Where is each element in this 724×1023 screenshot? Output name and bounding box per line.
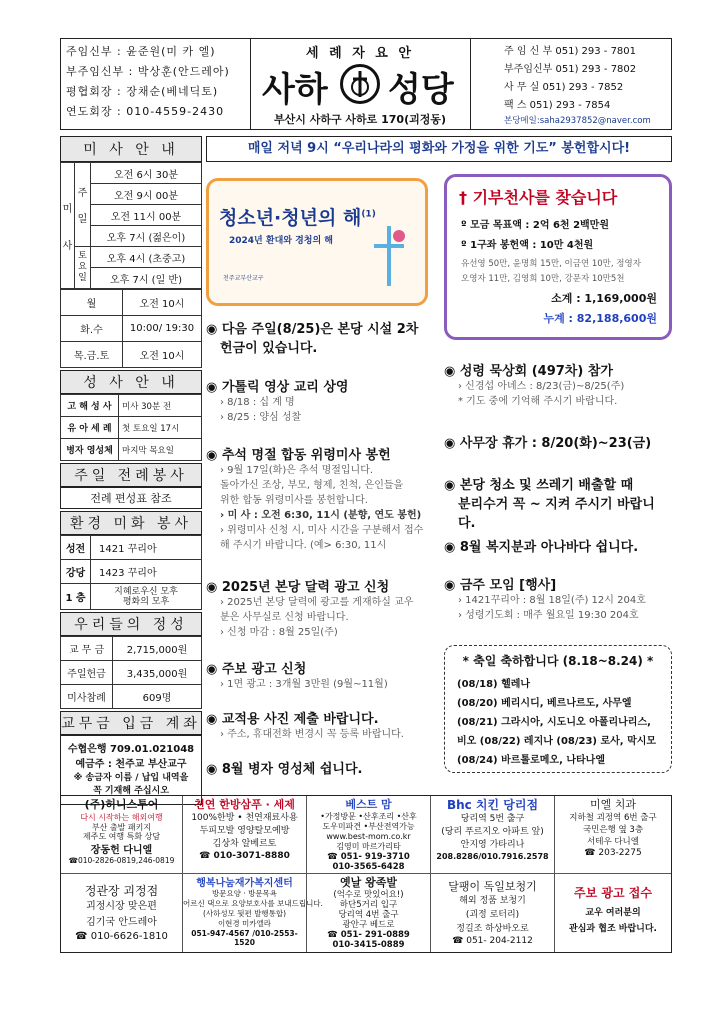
account-title: 교무금 입금 계좌 <box>60 711 202 735</box>
donor-names-2: 오영자 11만, 김영희 10만, 강문자 10만5천 <box>461 274 625 284</box>
ann-item: ◉ 사무장 휴가 : 8/20(화)~23(금) <box>444 436 652 451</box>
ad-bulletin-ad: 주보 광고 접수 교우 여러분의 관심과 협조 바랍니다. <box>569 886 657 934</box>
poster-title: 청소년·청년의 해$^{(1)}$ <box>219 207 376 229</box>
ann-item: ◉ 금주 모임 [행사] › 1421꾸리아 : 8월 18일(주) 12시 204호 › 성령기도회 : 매주 월요일 19:30 204호 <box>444 578 646 621</box>
ann-item: ◉ 8월 병자 영성체 쉽니다. <box>206 762 363 777</box>
feast-box <box>444 645 672 773</box>
ad-shampoo: 천연 한방삼푸 · 세제 100%한방 • 천연재료사용 두피모발 영양탈모예방 김상차 알베르토 ☎ 010-3071-8880 <box>183 796 307 874</box>
sacrament-key: 유 아 세 례 <box>61 417 119 439</box>
left-column <box>60 136 202 805</box>
sunday-mass-3: 오전 11시 00분 <box>91 205 202 226</box>
ads-area <box>60 795 672 953</box>
ann-item: ◉ 성령 묵상회 (497차) 참가 › 신경섭 아녜스 : 8/23(금)~8/25(주) * 기도 중에 기억해 주시기 바랍니다. <box>444 364 625 407</box>
sunday-label: 주 일 <box>75 163 91 247</box>
sacrament-value: 첫 토요일 17시 <box>119 417 202 439</box>
liturgy-text: 전례 편성표 참조 <box>60 487 202 509</box>
ad-bhc-chicken: Bhc 치킨 당리점 당리역 5번 출구 (당리 푸르지오 아파트 앞) 안지영 가타리나 208.8286/010.7916.2578 <box>431 796 555 874</box>
sunday-mass-2: 오전 9시 00분 <box>91 184 202 205</box>
donor-names-1: 유선영 50만, 윤명희 15만, 이금연 10만, 정영자 <box>461 259 641 269</box>
ann-item: ◉ 교적용 사진 제출 바랍니다. › 주소, 휴대전화 변경시 꼭 등록 바랍니다. <box>206 712 404 740</box>
stat-value: 3,435,000원 <box>113 661 202 685</box>
mass-table <box>60 162 202 289</box>
env-key: 강당 <box>61 560 91 584</box>
church-name-2: 성당 <box>388 70 454 110</box>
env-value: 지혜로우신 모후 평화의 모후 <box>91 584 202 610</box>
donation-subtotal: 소계 : 1,169,000원 <box>551 292 657 305</box>
announcements-right <box>444 360 672 623</box>
ann-item: ◉ 8월 복지분과 아나바다 쉽니다. <box>444 540 639 555</box>
assistant-line: 부주임신부 : 박상훈(안드레아) <box>66 65 230 78</box>
sacrament-table <box>60 394 202 461</box>
council-line: 평협회장 : 장채순(베네딕토) <box>66 85 219 98</box>
donation-box <box>444 174 672 340</box>
sacrament-title: 성 사 안 내 <box>60 370 202 394</box>
prayer-banner: 매일 저녁 9시 “우리나라의 평화와 가정을 위한 기도” 봉헌합시다! <box>206 136 672 162</box>
feast-line: (08/21) 그라시아, 시도니오 아폴리나리스, <box>457 717 651 728</box>
env-value: 1423 꾸리아 <box>91 560 202 584</box>
stats-title: 우리들의 정성 <box>60 612 202 636</box>
phone-1: 주 임 신 부 051) 293 - 7801 <box>504 46 637 57</box>
poster-subtitle: 2024년 환대와 경청의 해 <box>229 236 334 246</box>
ann-item: ◉ 가톨릭 영상 교리 상영 › 8/18 : 십 계 명 › 8/25 : 양심 성찰 <box>206 380 349 423</box>
header-right <box>504 42 672 126</box>
mass-label: 미 사 <box>61 163 75 289</box>
ann-item: ◉ 2025년 본당 달력 광고 신청 › 2025년 본당 달력에 광고를 게재하실 교우 분은 사무실로 신청 바랍니다. › 신청 마감 : 8월 25일(주) <box>206 580 414 638</box>
ads-row-1 <box>61 796 671 874</box>
env-key: 성전 <box>61 536 91 560</box>
weekday-day: 화.수 <box>61 316 123 342</box>
weekday-time: 10:00/ 19:30 <box>123 316 202 342</box>
ad-best-mom: 베스트 맘 •가정방문 •산후조리 •산후 도우미파견 •부산전역가능 www.best-mom.co.kr 김영미 마르가리타 ☎ 051- 919-3710 010-3565-6428 <box>307 796 431 874</box>
email[interactable]: 본당메일:saha2937852@naver.com <box>504 116 651 126</box>
ann-item: ◉ 추석 명절 합동 위령미사 봉헌 › 9월 17일(화)은 추석 명절입니다. 돌아가신 조상, 부모, 형제, 친척, 은인들을 위한 합동 위령미사를 봉헌합니다. › 미 사 : 오전 6:30, 11시 (분향, 연도 봉헌) › 위령미사 신청 시, 미사 시간을 구분해서 접수 해 주시기 바랍니다. (예> 6:30, 11시 <box>206 448 424 551</box>
weekday-time: 오전 10시 <box>123 290 202 316</box>
feast-line: 비오 (08/22) 레지나 (08/23) 로사, 막시모 <box>457 736 657 747</box>
address: 부산시 사하구 사하로 170(괴정동) <box>273 113 447 126</box>
sacrament-value: 미사 30분 전 <box>119 395 202 417</box>
feast-title: * 축일 축하합니다 (8.18~8.24) * <box>462 654 654 668</box>
sacrament-value: 마지막 목요일 <box>119 439 202 461</box>
ad-jokbal: 옛날 왕족발 (억수로 맛있어요!) 하단5거리 입구 당리역 4번 출구 광안구 베드로 ☎ 051- 291-0889 010-3415-0889 <box>307 874 431 952</box>
env-title: 환경 미화 봉사 <box>60 511 202 535</box>
feast-line: (08/20) 베리시디, 베르나르도, 사무엘 <box>457 698 632 709</box>
saturday-mass-2: 오후 7시 (일 반) <box>91 268 202 289</box>
stat-key: 주일헌금 <box>61 661 113 685</box>
sacrament-key: 병자 영성체 <box>61 439 119 461</box>
feast-line: (08/18) 헬레나 <box>457 679 531 690</box>
donation-goal: º 모금 목표액 : 2억 6천 2백만원 <box>461 220 610 231</box>
phone-3: 사 무 실 051) 293 - 7852 <box>504 82 624 93</box>
youth-figure-icon <box>359 221 419 291</box>
donation-unit: º 1구좌 봉헌액 : 10만 4천원 <box>461 240 594 251</box>
stat-key: 미사참례 <box>61 685 113 709</box>
weekday-time: 오전 10시 <box>123 342 202 368</box>
mass-title: 미 사 안 내 <box>60 136 202 162</box>
phone-4: 팩 스 051) 293 - 7854 <box>504 100 611 111</box>
ann-item: ◉ 본당 청소 및 쓰레기 배출할 때 분리수거 꼭 ~ 지켜 주시기 바랍니다. <box>444 478 655 531</box>
stat-value: 609명 <box>113 685 202 709</box>
announcements-left <box>206 318 438 777</box>
weekday-table <box>60 289 202 368</box>
ad-jeonggwanjang: 정관장 괴정점 괴정시장 맞은편 김기국 안드레아 ☎ 010-6626-1810 <box>61 874 183 952</box>
env-value: 1421 꾸리아 <box>91 536 202 560</box>
priest-line: 주임신부 : 윤준원(미 카 엘) <box>66 45 216 58</box>
weekday-day: 목.금.토 <box>61 342 123 368</box>
sacrament-key: 고 해 성 사 <box>61 395 119 417</box>
church-logo-icon <box>340 64 380 104</box>
poster-logo: 천주교부산교구 <box>223 275 264 282</box>
church-name-1: 사하 <box>262 70 328 110</box>
account-note-2: 꼭 기재해 주십시오 <box>93 786 169 796</box>
subtitle: 세 례 자 요 안 <box>306 46 414 61</box>
yeondo-line: 연도회장 : 010-4559-2430 <box>66 105 225 118</box>
weekday-day: 월 <box>61 290 123 316</box>
ad-welfare-center: 행복나눔재가복지센터 방문요양 · 방문목욕 어르신 댁으로 요양보호사를 보내드립니다. (사하성모 뒷편 발행통합) 이현경 미카엘라 051-947-4567 /010-2553-1520 <box>183 874 307 952</box>
env-table <box>60 535 202 610</box>
ann-item: ◉ 다음 주일(8/25)은 본당 시설 2차 헌금이 있습니다. <box>206 322 419 356</box>
ads-row-2 <box>61 874 671 952</box>
sunday-mass-4: 오후 7시 (젊은이) <box>91 226 202 247</box>
saturday-mass-1: 오후 4시 (초중고) <box>91 247 202 268</box>
env-key: 1 층 <box>61 584 91 610</box>
stat-value: 2,715,000원 <box>113 637 202 661</box>
stats-table <box>60 636 202 709</box>
feast-line: (08/24) 바르톨로메오, 나타나엘 <box>457 755 605 766</box>
saturday-label: 토 요 일 <box>75 247 91 289</box>
phone-2: 부주임신부 051) 293 - 7802 <box>504 64 637 75</box>
ad-miel-dental: 미엘 치과 지하철 괴정역 6번 출구 국민은행 옆 3층 서테우 다니엘 ☎ 203-2275 <box>569 797 657 858</box>
ad-honeys-tour: (주)허니스투어 다시 시작하는 해외여행 부산 출발 패키지 제주도 여행 특화 상담 장동헌 다니엘 ☎010-2826-0819,246-0819 <box>61 796 183 874</box>
stat-key: 교 무 금 <box>61 637 113 661</box>
donation-title: † 기부천사를 찾습니다 <box>459 188 618 207</box>
account-number: 수협은행 709.01.021048 <box>67 744 195 755</box>
ad-hearing-aid: 달팽이 독일보청기 해외 정품 보청기 (괴정 로터리) 정길조 하상바오로 ☎ 051- 204-2112 <box>431 874 555 952</box>
account-note-1: ※ 송금자 이름 / 납입 내역을 <box>73 773 189 783</box>
sunday-mass-1: 오전 6시 30분 <box>91 163 202 184</box>
youth-poster <box>206 178 428 306</box>
donation-total: 누계 : 82,188,600원 <box>543 312 657 325</box>
ann-item: ◉ 주보 광고 신청 › 1면 광고 : 3개월 3만원 (9월~11월) <box>206 662 388 690</box>
account-holder: 예금주 : 천주교 부산교구 <box>75 759 187 770</box>
liturgy-title: 주일 전례봉사 <box>60 463 202 487</box>
header-left <box>66 42 246 122</box>
